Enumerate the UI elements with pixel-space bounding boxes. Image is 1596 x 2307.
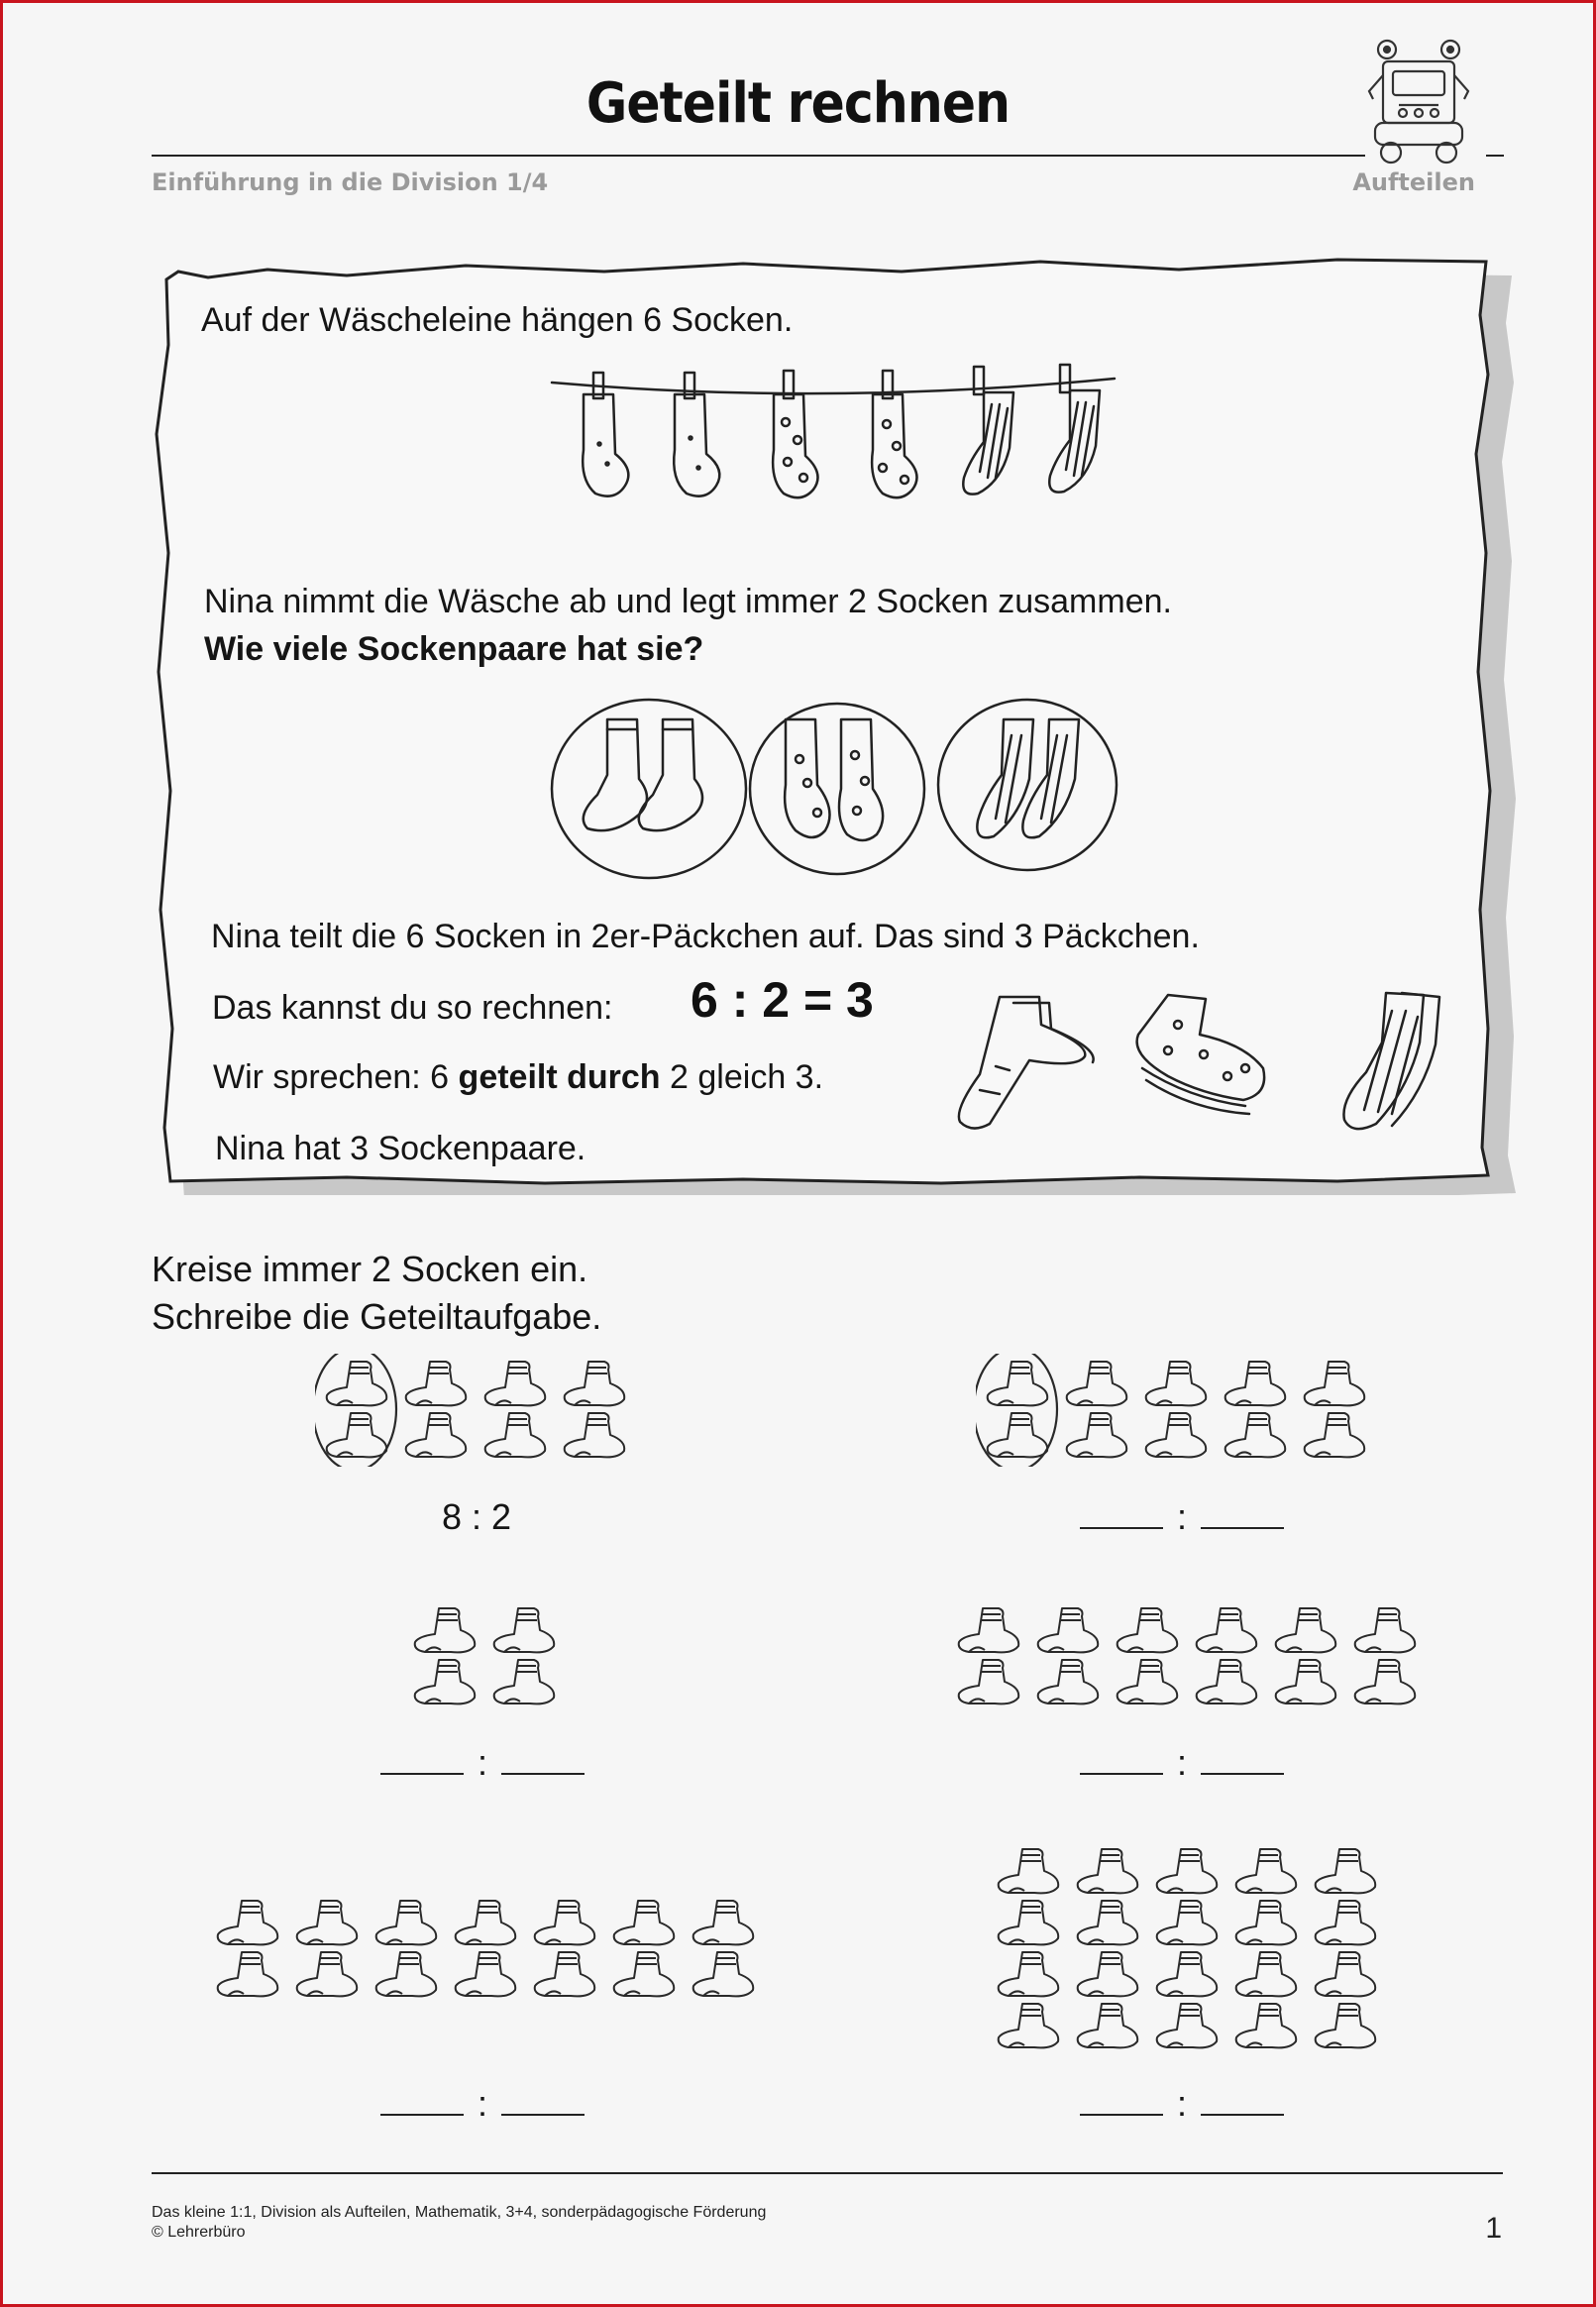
task-instruction-circle: Kreise immer 2 Socken ein. bbox=[152, 1249, 588, 1289]
sock-icon[interactable] bbox=[327, 1413, 387, 1457]
exercise-4-dividend-blank[interactable] bbox=[1080, 1745, 1163, 1775]
exercise-4-sock-grid bbox=[947, 1600, 1433, 1713]
exercise-5-dividend-blank[interactable] bbox=[380, 2086, 464, 2116]
exercise-2-sock-grid bbox=[976, 1354, 1382, 1467]
sock-icon[interactable] bbox=[999, 2004, 1059, 2047]
sock-icon[interactable] bbox=[1157, 2004, 1218, 2047]
exercise-1-equation: 8 : 2 bbox=[442, 1496, 512, 1537]
sock-icon[interactable] bbox=[1355, 1608, 1416, 1652]
exercise-5-socks[interactable] bbox=[206, 1893, 771, 2011]
footer-copyright: © Lehrerbüro bbox=[152, 2224, 246, 2241]
story-question: Wie viele Sockenpaare hat sie? bbox=[204, 630, 704, 668]
sock-icon[interactable] bbox=[1236, 1849, 1297, 1893]
sock-icon[interactable] bbox=[218, 1901, 278, 1944]
story-line-pairing: Nina nimmt die Wäsche ab und legt immer 2 Socken zusammen. bbox=[204, 583, 1172, 620]
sock-icon[interactable] bbox=[1157, 1952, 1218, 1996]
sock-icon[interactable] bbox=[494, 1660, 555, 1703]
sock-icon[interactable] bbox=[1038, 1608, 1099, 1652]
sock-icon[interactable] bbox=[1117, 1660, 1178, 1703]
sock-icon[interactable] bbox=[1305, 1362, 1365, 1405]
story-line-result: Nina hat 3 Sockenpaare. bbox=[215, 1130, 586, 1167]
sock-icon[interactable] bbox=[614, 1952, 675, 1996]
speak-pre: Wir sprechen: 6 bbox=[213, 1058, 450, 1096]
sock-icon[interactable] bbox=[988, 1413, 1048, 1457]
task-instruction-write: Schreibe die Geteiltaufgabe. bbox=[152, 1296, 602, 1337]
robot-mascot-icon bbox=[1365, 36, 1472, 168]
exercise-3-equation: : bbox=[380, 1742, 585, 1784]
sock-icon[interactable] bbox=[494, 1608, 555, 1652]
sock-icon[interactable] bbox=[456, 1901, 516, 1944]
exercise-1-socks[interactable] bbox=[315, 1354, 642, 1472]
sock-icon[interactable] bbox=[406, 1413, 467, 1457]
exercise-6-dividend-blank[interactable] bbox=[1080, 2086, 1163, 2116]
header-rule bbox=[152, 155, 1365, 157]
sock-icon[interactable] bbox=[1078, 1952, 1138, 1996]
sock-icon[interactable] bbox=[1078, 1901, 1138, 1944]
sock-icon[interactable] bbox=[415, 1660, 476, 1703]
sock-icon[interactable] bbox=[565, 1413, 625, 1457]
clothesline-socks-illustration bbox=[550, 355, 1119, 543]
sock-icon[interactable] bbox=[1225, 1413, 1286, 1457]
sock-icon[interactable] bbox=[218, 1952, 278, 1996]
sock-icon[interactable] bbox=[406, 1362, 467, 1405]
sock-icon[interactable] bbox=[485, 1362, 546, 1405]
page-number: 1 bbox=[1485, 2212, 1502, 2245]
sock-icon[interactable] bbox=[327, 1362, 387, 1405]
sock-icon[interactable] bbox=[1305, 1413, 1365, 1457]
sock-icon[interactable] bbox=[614, 1901, 675, 1944]
story-line-calc: Das kannst du so rechnen: bbox=[212, 989, 613, 1027]
sock-icon[interactable] bbox=[1157, 1901, 1218, 1944]
sock-icon[interactable] bbox=[959, 1608, 1019, 1652]
page-title: Geteilt rechnen bbox=[585, 71, 1011, 136]
exercise-5-sock-grid bbox=[206, 1893, 771, 2006]
sock-icon[interactable] bbox=[1316, 1849, 1376, 1893]
speak-post: 2 gleich 3. bbox=[670, 1058, 824, 1096]
sock-icon[interactable] bbox=[415, 1608, 476, 1652]
sock-icon[interactable] bbox=[1225, 1362, 1286, 1405]
subtitle-unit: Einführung in die Division 1/4 bbox=[152, 168, 549, 196]
sock-icon[interactable] bbox=[693, 1952, 754, 1996]
speak-bold: geteilt durch bbox=[458, 1058, 661, 1096]
sock-icon[interactable] bbox=[297, 1952, 358, 1996]
sock-packets-illustration bbox=[946, 987, 1461, 1136]
sock-icon[interactable] bbox=[1276, 1608, 1336, 1652]
sock-icon[interactable] bbox=[376, 1952, 437, 1996]
footer-rule bbox=[152, 2172, 1503, 2174]
exercise-2-socks[interactable] bbox=[976, 1354, 1382, 1472]
story-line-packets: Nina teilt die 6 Socken in 2er-Päckchen auf. Das sind 3 Päckchen. bbox=[211, 918, 1200, 955]
story-line-clothesline: Auf der Wäscheleine hängen 6 Socken. bbox=[201, 301, 794, 339]
sock-icon[interactable] bbox=[1146, 1413, 1207, 1457]
exercise-6-sock-grid bbox=[987, 1841, 1393, 2057]
sock-icon[interactable] bbox=[999, 1849, 1059, 1893]
sock-icon[interactable] bbox=[999, 1901, 1059, 1944]
sock-icon[interactable] bbox=[988, 1362, 1048, 1405]
sock-icon[interactable] bbox=[565, 1362, 625, 1405]
exercise-4-equation: : bbox=[1080, 1742, 1284, 1784]
sock-icon[interactable] bbox=[1355, 1660, 1416, 1703]
exercise-2-dividend-blank[interactable] bbox=[1080, 1499, 1163, 1529]
exercise-1-sock-grid bbox=[315, 1354, 642, 1467]
sock-icon[interactable] bbox=[1078, 1849, 1138, 1893]
sock-icon[interactable] bbox=[999, 1952, 1059, 1996]
sock-icon[interactable] bbox=[1117, 1608, 1178, 1652]
sock-icon[interactable] bbox=[1067, 1362, 1127, 1405]
sock-icon[interactable] bbox=[456, 1952, 516, 1996]
header-rule-right bbox=[1486, 155, 1504, 157]
sock-pairs-circled-illustration bbox=[548, 694, 1132, 882]
subtitle-topic: Aufteilen bbox=[1352, 168, 1475, 196]
sock-icon[interactable] bbox=[959, 1660, 1019, 1703]
exercise-5-equation: : bbox=[380, 2083, 585, 2125]
exercise-6-equation: : bbox=[1080, 2083, 1284, 2125]
exercise-3-sock-grid bbox=[403, 1600, 572, 1713]
exercise-5-divisor-blank[interactable] bbox=[501, 2086, 585, 2116]
story-line-speak bbox=[213, 1058, 823, 1097]
exercise-3-dividend-blank[interactable] bbox=[380, 1745, 464, 1775]
sock-icon[interactable] bbox=[1197, 1608, 1257, 1652]
exercise-6-socks[interactable] bbox=[987, 1841, 1393, 2062]
footer-source: Das kleine 1:1, Division als Aufteilen, Mathematik, 3+4, sonderpädagogische Förderung bbox=[152, 2204, 767, 2221]
exercise-2-divisor-blank[interactable] bbox=[1201, 1499, 1284, 1529]
sock-icon[interactable] bbox=[535, 1901, 595, 1944]
sock-icon[interactable] bbox=[1197, 1660, 1257, 1703]
exercise-2-equation: : bbox=[1080, 1496, 1284, 1538]
exercise-3-socks[interactable] bbox=[403, 1600, 572, 1718]
sock-icon[interactable] bbox=[1316, 2004, 1376, 2047]
sock-icon[interactable] bbox=[1316, 1901, 1376, 1944]
story-equation: 6 : 2 = 3 bbox=[691, 972, 874, 1028]
sock-icon[interactable] bbox=[1276, 1660, 1336, 1703]
exercise-6-divisor-blank[interactable] bbox=[1201, 2086, 1284, 2116]
sock-icon[interactable] bbox=[485, 1413, 546, 1457]
sock-icon[interactable] bbox=[1157, 1849, 1218, 1893]
sock-icon[interactable] bbox=[1236, 2004, 1297, 2047]
sock-icon[interactable] bbox=[1038, 1660, 1099, 1703]
sock-icon[interactable] bbox=[1146, 1362, 1207, 1405]
sock-icon[interactable] bbox=[376, 1901, 437, 1944]
sock-icon[interactable] bbox=[535, 1952, 595, 1996]
sock-icon[interactable] bbox=[1078, 2004, 1138, 2047]
sock-icon[interactable] bbox=[1236, 1901, 1297, 1944]
exercise-4-socks[interactable] bbox=[947, 1600, 1433, 1718]
sock-icon[interactable] bbox=[1316, 1952, 1376, 1996]
exercise-4-divisor-blank[interactable] bbox=[1201, 1745, 1284, 1775]
sock-icon[interactable] bbox=[297, 1901, 358, 1944]
sock-icon[interactable] bbox=[1067, 1413, 1127, 1457]
sock-icon[interactable] bbox=[693, 1901, 754, 1944]
sock-icon[interactable] bbox=[1236, 1952, 1297, 1996]
exercise-3-divisor-blank[interactable] bbox=[501, 1745, 585, 1775]
